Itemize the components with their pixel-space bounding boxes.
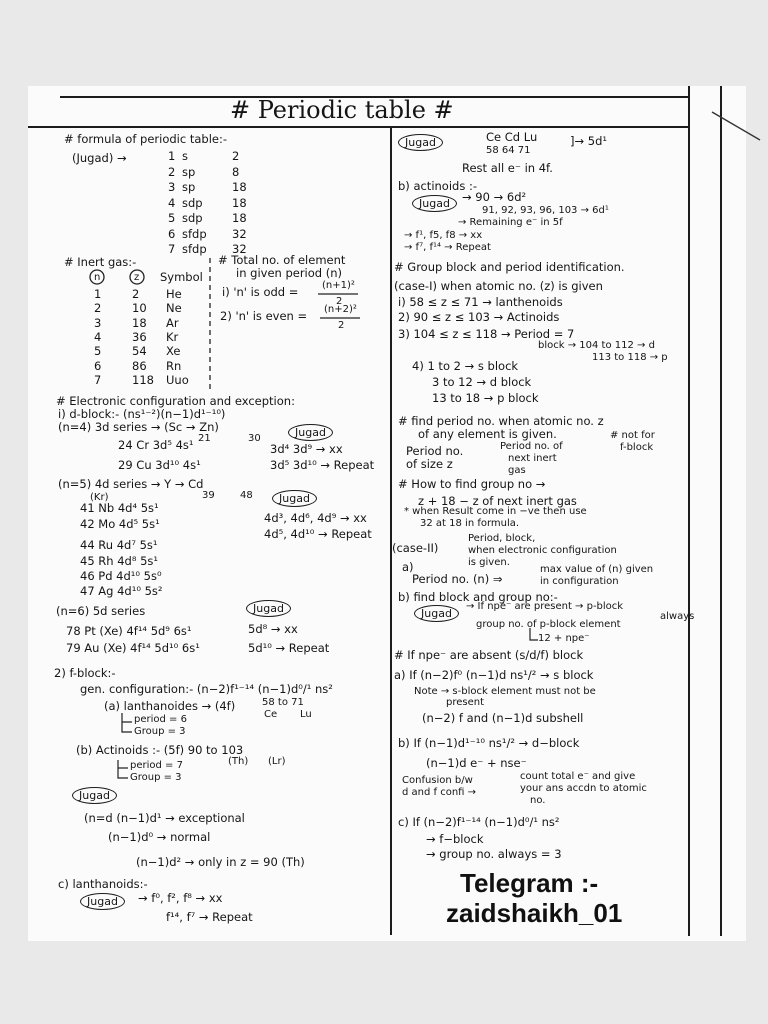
rule-3d-repeat: 3d⁵ 3d¹⁰ → Repeat [270,458,375,472]
ce-cd-lu: Ce Cd Lu [486,130,538,144]
lanthenoids-c: c) lanthanoids:- [58,877,148,891]
formula-row-orb: sdp [182,195,203,210]
formula-row-n: 2 [168,164,176,179]
jugad-circle-3d: Jugad [288,424,333,441]
find-block-group: b) find block and group no:- [398,590,558,604]
pd-config: 46 Pd 4d¹⁰ 5s⁰ [80,569,162,583]
title-underline [28,126,690,128]
inert-row-n: 1 [94,287,102,301]
even-rule-denominator: 2 [338,320,345,331]
jugad-circle-5d: Jugad [246,600,291,617]
group-p-block: group no. of p-block element [476,619,621,630]
kr-core: (Kr) [90,492,109,503]
f-block-result: → f−block [426,832,484,846]
not-for-1: # not for [610,430,655,441]
pt-config: 78 Pt (Xe) 4f¹⁴ 5d⁹ 6s¹ [66,624,192,638]
total-elements-heading-1: # Total no. of element [218,253,346,267]
not-for-2: f-block [620,442,654,453]
column-divider [390,127,392,935]
formula-row-cnt: 8 [232,164,240,179]
lu-label: Lu [300,709,312,720]
odd-rule-numerator: (n+1)² [322,280,355,291]
nb-config: 41 Nb 4d⁴ 5s¹ [80,501,159,515]
f-rule-xx: → f⁰, f², f⁸ → xx [138,891,223,905]
formula-row-cnt: 18 [232,211,247,225]
ce-label: Ce [264,709,278,720]
formula-row-n: 4 [168,195,176,210]
total-elements-heading-2: in given period (n) [236,266,343,280]
inert-row-z: 118 [132,372,154,387]
inert-row-z: 36 [132,329,147,344]
formula-row-cnt: 2 [232,149,240,163]
rh-config: 45 Rh 4d⁸ 5s¹ [80,554,159,568]
inert-row-sym: Uuo [166,372,189,387]
formula-row-cnt: 32 [232,242,247,256]
group-find-heading: # How to find group no → [398,477,546,491]
period-result-2: next inert [508,453,557,464]
max-value-1: max value of (n) given [540,564,654,575]
period-result-3: gas [508,465,526,476]
case-1-heading: (case-I) when atomic no. (z) is given [394,279,603,293]
always-label: always [660,611,695,622]
ru-config: 44 Ru 4d⁷ 5s¹ [80,538,158,552]
period-value: Period no. (n) ⇒ [412,572,503,586]
jugad-circle-npe: Jugad [414,605,459,622]
rule-thorium: (n−1)d² → only in z = 90 (Th) [136,855,305,869]
note-1: Note → s-block element must not be [414,686,596,697]
case-2-c: is given. [468,557,510,568]
b-count: (n−1)d e⁻ + nse⁻ [426,756,527,770]
inert-col-symbol: Symbol [160,270,203,284]
electronic-config-heading: # Electronic configuration and exception: [56,394,295,408]
jugad-circle-4d: Jugad [272,490,317,507]
inert-row-sym: Kr [166,329,179,344]
formula-row-orb: sdp [182,211,203,225]
case-1-iii-block: block → 104 to 112 → d [538,340,655,351]
inert-row-z: 10 [132,301,147,316]
formula-row-orb: sfdp [182,242,207,256]
note-2: present [446,697,485,708]
formula-row-orb: sp [182,164,196,179]
group-always-3: → group no. always = 3 [426,847,562,861]
series-4d: (n=5) 4d series → Y → Cd [58,477,204,491]
formula-row-n: 3 [168,180,176,194]
inert-row-sym: Ar [166,315,179,330]
inert-row-z: 18 [132,315,147,330]
page-title: # Periodic table # [230,96,454,124]
case-1-iii: 3) 104 ≤ z ≤ 118 → Period = 7 [398,327,575,341]
formula-row-n: 5 [168,211,176,225]
of-size-label: of size z [406,457,453,471]
confusion-3: count total e⁻ and give [520,771,636,782]
inert-row-z: 54 [132,344,147,359]
formula-row-orb: sp [182,180,196,194]
act-90: → 90 → 6d² [462,190,527,204]
au-config: 79 Au (Xe) 4f¹⁴ 5d¹⁰ 6s¹ [66,641,200,655]
formula-row-n: 7 [168,242,176,256]
z-48: 48 [240,490,253,501]
period-heading-1: # find period no. when atomic no. z [398,414,604,428]
f-xx: → f¹, f5, f8 → xx [404,230,483,241]
d-block-line: i) d-block:- (ns¹⁻²)(n−1)d¹⁻¹⁰) [58,407,226,421]
f-block-heading: 2) f-block:- [54,666,116,680]
inert-row-sym: Rn [166,358,182,373]
inert-row-sym: Ne [166,301,182,316]
a-label: a) [402,560,414,574]
inert-row-z: 86 [132,358,147,373]
lanthanoides-a: (a) lanthanoides → (4f) [104,699,236,713]
even-rule-label: 2) 'n' is even = [220,309,308,323]
rule-4d-repeat: 4d⁵, 4d¹⁰ → Repeat [264,527,372,541]
case-1-iv: 4) 1 to 2 → s block [412,359,519,373]
inert-col-z: z [134,272,140,283]
general-configuration: gen. configuration:- (n−2)f¹⁻¹⁴ (n−1)d⁰/¹ ns² [80,682,333,696]
odd-rule-denominator: 2 [336,296,343,307]
rule-5d-xx: 5d⁸ → xx [248,622,298,636]
right-border-line [688,86,690,936]
formula-heading: # formula of periodic table:- [64,132,227,146]
confusion-5: no. [530,795,546,806]
inert-row-n: 4 [94,329,102,344]
z-39: 39 [202,490,215,501]
ce-cd-lu-z: 58 64 71 [486,145,531,156]
jugad-circle-f: Jugad [72,787,117,804]
rule-5d-repeat: 5d¹⁰ → Repeat [248,641,330,655]
cr-config: 24 Cr 3d⁵ 4s¹ [118,438,194,452]
absent-heading: # If npe⁻ are absent (s/d/f) block [394,648,584,662]
rest-all: Rest all e⁻ in 4f. [462,161,553,175]
act-period: period = 7 [130,760,183,771]
ag-config: 47 Ag 4d¹⁰ 5s² [80,584,163,598]
rule-4d-xx: 4d³, 4d⁶, 4d⁹ → xx [264,511,367,525]
inert-row-n: 7 [94,372,102,387]
group-note-1: * when Result come in −ve then use [404,506,587,517]
inert-row-n: 3 [94,315,102,330]
z-21: 21 [198,433,211,444]
period-result-1: Period no. of [500,441,563,452]
case-2-b: when electronic configuration [468,545,617,556]
rule-3d-xx: 3d⁴ 3d⁹ → xx [270,442,343,456]
inert-row-n: 6 [94,358,102,373]
jugad-arrow-label: (Jugad) → [72,151,127,165]
group-block-heading: # Group block and period identification. [394,260,625,274]
rule-exceptional: (n=d (n−1)d¹ → exceptional [84,811,245,825]
formula-row-orb: s [182,149,188,163]
inert-row-sym: Xe [166,344,181,359]
series-3d: (n=4) 3d series → (Sc → Zn) [58,420,219,434]
period-no-label: Period no. [406,444,464,458]
group-formula: z + 18 − z of next inert gas [418,494,577,508]
formula-row-n: 1 [168,149,176,163]
formula-row-cnt: 32 [232,226,247,241]
f-repeat: → f⁷, f¹⁴ → Repeat [404,242,491,253]
case-1-iv-p: 13 to 18 → p block [432,391,539,405]
a-rule-s-block: a) If (n−2)f⁰ (n−1)d ns¹/² → s block [394,668,594,682]
odd-rule-label: i) 'n' is odd = [222,285,299,299]
even-rule-numerator: (n+2)² [324,304,357,315]
inert-gas-heading: # Inert gas:- [64,255,137,269]
case-1-iv-d: 3 to 12 → d block [432,375,532,389]
inert-row-n: 2 [94,301,102,316]
cu-config: 29 Cu 3d¹⁰ 4s¹ [118,458,201,472]
lanth-period: period = 6 [134,714,187,725]
group-note-2: 32 at 18 in formula. [420,518,520,529]
inert-row-n: 5 [94,344,102,359]
period-heading-2: of any element is given. [418,427,557,441]
confusion-4: your ans accdn to atomic [520,783,647,794]
b-actinoids: b) actinoids :- [398,179,478,193]
inert-col-n: n [94,272,101,283]
inert-row-z: 2 [132,287,140,301]
note-3: (n−2) f and (n−1)d subshell [422,711,584,725]
case-2-a: Period, block, [468,533,536,544]
confusion-2: d and f confi → [402,787,477,798]
to-5d: ]→ 5d¹ [570,134,608,148]
rule-normal: (n−1)d⁰ → normal [108,830,211,844]
mo-config: 42 Mo 4d⁵ 5s¹ [80,517,160,531]
case-1-iii-p: 113 to 118 → p [592,352,668,363]
case-1-ii: 2) 90 ≤ z ≤ 103 → Actinoids [398,310,560,324]
npe-rule: → If npe⁻ are present → p-block [466,601,624,612]
lanth-group: Group = 3 [134,726,186,737]
b-rule-d-block: b) If (n−1)d¹⁻¹⁰ ns¹/² → d−block [398,736,580,750]
lr-label: (Lr) [268,756,286,767]
formula-row-n: 6 [168,226,176,241]
telegram-handle: zaidshaikh_01 [446,898,623,928]
jugad-circle-act: Jugad [412,195,457,212]
jugad-circle-lanth: Jugad [80,893,125,910]
series-5d: (n=6) 5d series [56,604,146,618]
lanth-range: 58 to 71 [262,697,304,708]
formula-row-cnt: 18 [232,195,247,210]
telegram-label: Telegram :- [460,868,599,898]
remaining-5f: → Remaining e⁻ in 5f [458,217,563,228]
z-30: 30 [248,433,261,444]
inert-row-sym: He [166,287,182,301]
case-2-label: (case-II) [392,541,439,555]
jugad-circle-right: Jugad [398,134,443,151]
th-label: (Th) [228,756,249,767]
right-edge-line [720,86,722,936]
f-rule-repeat: f¹⁴, f⁷ → Repeat [166,910,253,924]
max-value-2: in configuration [540,576,619,587]
act-group: Group = 3 [130,772,182,783]
act-list: 91, 92, 93, 96, 103 → 6d¹ [482,205,609,216]
formula-row-cnt: 18 [232,180,247,194]
actinoids-b: (b) Actinoids :- (5f) 90 to 103 [76,743,244,757]
case-1-i: i) 58 ≤ z ≤ 71 → lanthenoids [398,295,563,309]
c-rule-f-block: c) If (n−2)f¹⁻¹⁴ (n−1)d⁰/¹ ns² [398,815,560,829]
formula-row-orb: sfdp [182,226,207,241]
confusion-1: Confusion b/w [402,775,473,786]
twelve-npe: 12 + npe⁻ [538,633,590,644]
